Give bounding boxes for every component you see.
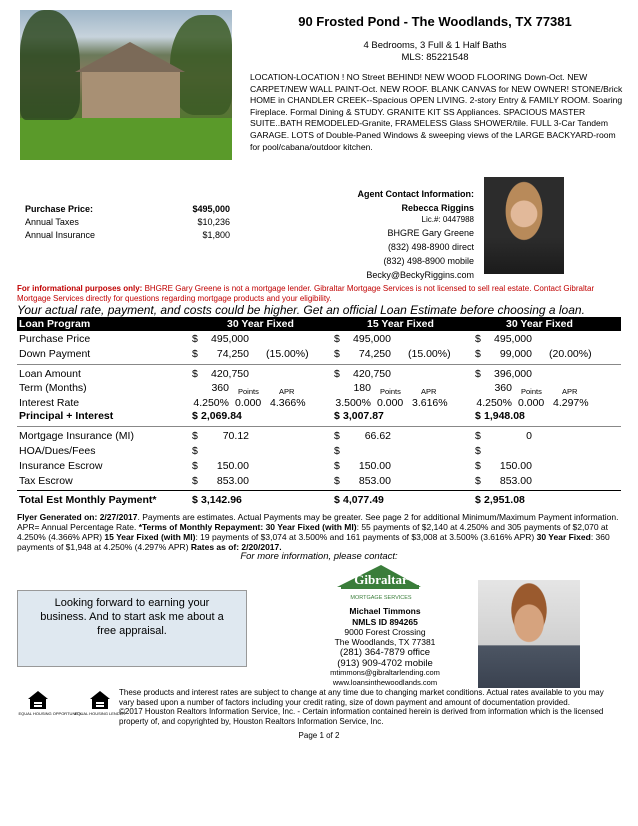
header-col-2: 15 Year Fixed [367, 318, 434, 330]
dollar-sign: $ [192, 460, 198, 472]
lender-email[interactable]: mtimmons@gibraltarlending.com [330, 668, 440, 677]
page-number: Page 1 of 2 [298, 731, 340, 740]
table-divider [17, 426, 621, 427]
lender-photo [478, 580, 580, 688]
dollar-sign: $ [334, 445, 340, 457]
cell-loan: 420,750 [353, 368, 391, 380]
agent-email[interactable]: Becky@BeckyRiggins.com [366, 270, 474, 280]
cell-total: 3,142.96 [201, 494, 242, 506]
apr-label: APR [562, 387, 578, 396]
promo-text: Looking forward to earning your business. And to start ask me about a free appraisal. [40, 597, 224, 637]
svg-text:EQUAL HOUSING LENDER: EQUAL HOUSING LENDER [74, 711, 126, 716]
purchase-label: Purchase Price: [25, 204, 94, 214]
down-percent: (15.00%) [266, 348, 309, 360]
table-row-total [17, 494, 621, 509]
dollar-sign: $ [192, 348, 198, 360]
header-col-3: 30 Year Fixed [506, 318, 573, 330]
gibraltar-logo [335, 563, 423, 605]
agent-company: BHGRE Gary Greene [387, 228, 474, 238]
dollar-sign: $ [192, 430, 198, 442]
cell-apr: 3.616% [412, 397, 448, 409]
table-row-tax [17, 475, 621, 490]
cell-tax: 853.00 [216, 475, 249, 487]
dollar-sign: $ [475, 445, 481, 457]
cell-mi: 0 [526, 430, 532, 442]
lender-website[interactable]: www.loansinthewoodlands.com [332, 678, 438, 687]
table-row-term [17, 382, 621, 397]
informational-disclaimer: For informational purposes only: BHGRE Gary Greene is not a mortgage lender. Gibraltar Mortgage Services is not licensed to sell real estate. Contact Gibraltar Mortgage Services directly for questions regarding mortgage products and your eligibility. [17, 284, 595, 303]
lender-mobile: (913) 909-4702 mobile [337, 658, 433, 669]
header-loan-program: Loan Program [19, 318, 91, 330]
cell-term: 360 [494, 382, 512, 394]
cell-pi: 1,948.08 [484, 410, 525, 422]
dollar-sign: $ [334, 368, 340, 380]
cell-pi: 2,069.84 [201, 410, 242, 422]
cell-total: 4,077.49 [343, 494, 384, 506]
row-label: Loan Amount [19, 368, 81, 380]
cell-loan: 396,000 [494, 368, 532, 380]
cell-ins: 150.00 [216, 460, 249, 472]
cell-rate: 3.500% [335, 397, 371, 409]
dollar-sign: $ [192, 475, 198, 487]
row-label: Term (Months) [19, 382, 87, 394]
svg-text:EQUAL HOUSING OPPORTUNITY: EQUAL HOUSING OPPORTUNITY [18, 711, 82, 716]
cell-points: 0.000 [377, 397, 404, 409]
dollar-sign: $ [334, 475, 340, 487]
down-percent: (15.00%) [408, 348, 451, 360]
points-label: Points [521, 387, 542, 396]
cell-term: 180 [353, 382, 371, 394]
cell-purchase: 495,000 [211, 333, 249, 345]
table-row-pi [17, 410, 621, 425]
dollar-sign: $ [334, 494, 340, 506]
cell-pi: 3,007.87 [343, 410, 384, 422]
row-label: HOA/Dues/Fees [19, 445, 96, 457]
taxes-label: Annual Taxes [25, 217, 79, 227]
agent-heading: Agent Contact Information: [357, 189, 474, 199]
svg-text:Gibraltar: Gibraltar [354, 572, 408, 587]
table-row-loan [17, 368, 621, 383]
property-title: 90 Frosted Pond - The Woodlands, TX 77381 [298, 14, 572, 29]
cell-points: 0.000 [235, 397, 262, 409]
dollar-sign: $ [334, 460, 340, 472]
property-photo [20, 10, 232, 160]
lender-address2: The Woodlands, TX 77381 [334, 637, 436, 647]
table-divider [17, 364, 621, 365]
insurance-label: Annual Insurance [25, 230, 96, 240]
row-label: Down Payment [19, 348, 91, 360]
cell-ins: 150.00 [358, 460, 391, 472]
table-row-hoa [17, 445, 621, 460]
flyer-terms: Flyer Generated on: 2/27/2017. Payments are estimates. Actual Payments may be greater. See page 2 for additional Minimum/Maximum Payment information. APR= Annual Percentage Rate. *Terms of Monthly Repayment: 30 Year Fixed (with MI): 55 payments of $2,140 at 4.250% and 305 payments of $2,070 at 4.250% (4.366% APR) 15 Year Fixed (with MI): 19 payments of $3,074 at 3.500% and 161 payments of $3,008 at 3.500% (3.616% APR) 30 Year Fixed: 360 payments of $1,948 at 4.250% (4.297% APR) Rates as of: 2/20/2017. [17, 512, 619, 552]
apr-label: APR [279, 387, 295, 396]
insurance-value: $1,800 [202, 230, 230, 240]
cell-down: 74,250 [216, 348, 249, 360]
svg-text:MORTGAGE SERVICES: MORTGAGE SERVICES [350, 595, 412, 601]
table-row-ins [17, 460, 621, 475]
cell-term: 360 [211, 382, 229, 394]
dollar-sign: $ [192, 368, 198, 380]
table-divider [17, 490, 621, 491]
points-label: Points [238, 387, 259, 396]
cell-rate: 4.250% [476, 397, 512, 409]
row-label: Principal + Interest [19, 410, 114, 422]
dollar-sign: $ [192, 410, 198, 422]
promo-box [17, 590, 247, 667]
dollar-sign: $ [334, 430, 340, 442]
footer-disclaimer: These products and interest rates are subject to change at any time due to changing market conditions. Actual rates available to you may vary based upon a number of factors including your credit rating, size of down payment and amount of documentation provided. ©2017 Houston Realtors Information Service, Inc. - Certain information contained herein is derived from information which is the licensed property of, and copyrighted by, Houston Realtors Information Service, Inc. [119, 688, 604, 726]
dollar-sign: $ [475, 333, 481, 345]
mls-number: MLS: 85221548 [401, 52, 469, 63]
agent-direct: (832) 498-8900 direct [387, 242, 474, 252]
apr-label: APR [421, 387, 437, 396]
cell-down: 99,000 [499, 348, 532, 360]
cell-mi: 66.62 [364, 430, 391, 442]
cell-total: 2,951.08 [484, 494, 525, 506]
table-row-down [17, 348, 621, 363]
more-info-line: For more information, please contact: [240, 551, 398, 562]
dollar-sign: $ [475, 460, 481, 472]
dollar-sign: $ [475, 475, 481, 487]
lender-address1: 9000 Forest Crossing [344, 627, 426, 637]
agent-photo [484, 177, 564, 274]
loan-estimate-warning: Your actual rate, payment, and costs could be higher. Get an official Loan Estimate before choosing a loan. [17, 303, 585, 317]
down-percent: (20.00%) [549, 348, 592, 360]
beds-baths: 4 Bedrooms, 3 Full & 1 Half Baths [363, 40, 507, 51]
loan-table-header [17, 317, 621, 331]
cell-tax: 853.00 [499, 475, 532, 487]
table-row-mi [17, 430, 621, 445]
lender-name: Michael Timmons [349, 606, 421, 616]
row-label: Insurance Escrow [19, 460, 103, 472]
row-label: Mortgage Insurance (MI) [19, 430, 134, 442]
dollar-sign: $ [334, 348, 340, 360]
lender-nmls: NMLS ID 894265 [352, 617, 418, 627]
dollar-sign: $ [475, 368, 481, 380]
dollar-sign: $ [334, 333, 340, 345]
dollar-sign: $ [192, 445, 198, 457]
dollar-sign: $ [475, 430, 481, 442]
dollar-sign: $ [475, 348, 481, 360]
table-row-purchase [17, 333, 621, 348]
cell-purchase: 495,000 [494, 333, 532, 345]
cell-loan: 420,750 [211, 368, 249, 380]
purchase-value: $495,000 [192, 204, 230, 214]
dollar-sign: $ [475, 410, 481, 422]
dollar-sign: $ [475, 494, 481, 506]
taxes-value: $10,236 [197, 217, 230, 227]
cell-down: 74,250 [358, 348, 391, 360]
property-description: LOCATION-LOCATION ! NO Street BEHIND! NEW WOOD FLOORING Down-Oct. NEW CARPET/NEW WALL PAINT-Oct. NEW ROOF. BLANK CANVAS for NEW OWNER! STONE/Brick HOME in CHANDLER CREEK--Spacious OPEN LIVING. 2-story Entry & FAMILY ROOM. Soaring Fireplace. Formal Dining & STUDY. GRANITE KIT SS Appliances. SPACIOUS MASTER SUITE..BATH REMODELED-Granite, FRAMELESS Glass SHOWER/tile. FULL 3-Car Tandem GARAGE. LOTS of Double-Paned Windows & sweeping views of the LARGE BACKYARD-room for pool/cabana/outdoor kitchen. [250, 72, 623, 152]
cell-ins: 150.00 [499, 460, 532, 472]
cell-purchase: 495,000 [353, 333, 391, 345]
dollar-sign: $ [192, 494, 198, 506]
agent-name: Rebecca Riggins [401, 203, 474, 213]
agent-mobile: (832) 498-8900 mobile [383, 256, 474, 266]
cell-apr: 4.297% [553, 397, 589, 409]
cell-mi: 70.12 [222, 430, 249, 442]
dollar-sign: $ [192, 333, 198, 345]
row-label: Tax Escrow [19, 475, 73, 487]
points-label: Points [380, 387, 401, 396]
dollar-sign: $ [334, 410, 340, 422]
cell-points: 0.000 [518, 397, 545, 409]
row-label: Total Est Monthly Payment* [19, 494, 157, 506]
cell-rate: 4.250% [193, 397, 229, 409]
row-label: Purchase Price [19, 333, 91, 345]
lender-office: (281) 364-7879 office [339, 647, 431, 658]
cell-tax: 853.00 [358, 475, 391, 487]
agent-license: Lic.#: 0447988 [421, 215, 474, 224]
cell-apr: 4.366% [270, 397, 306, 409]
header-col-1: 30 Year Fixed [227, 318, 294, 330]
row-label: Interest Rate [19, 397, 80, 409]
